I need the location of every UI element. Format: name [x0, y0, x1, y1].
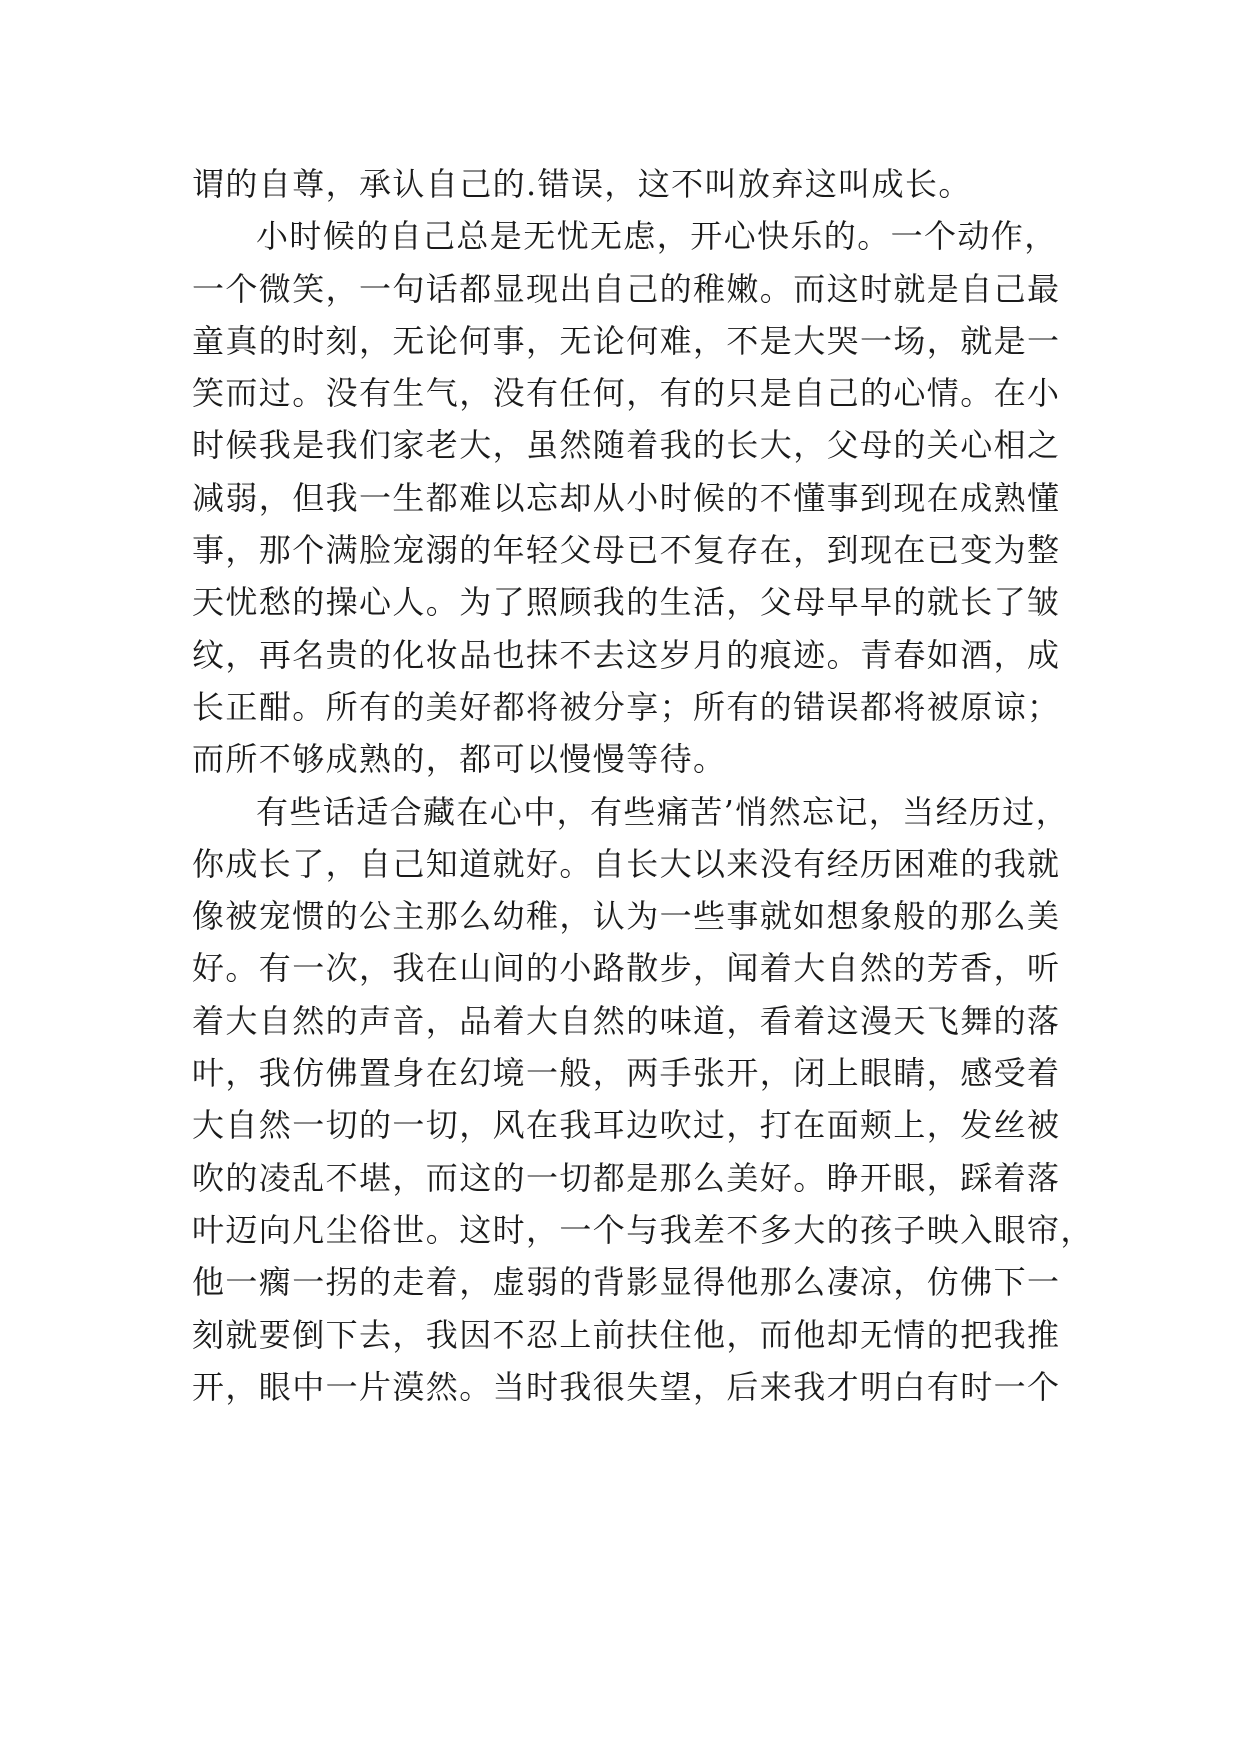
- text-line: 笑而过。没有生气，没有任何，有的只是自己的心情。在小: [192, 374, 1061, 413]
- text-line: 叶迈向凡尘俗世。这时，一个与我差不多大的孩子映入眼帘，: [192, 1210, 1094, 1249]
- paragraph-start-line: 有些话适合藏在心中，有些痛苦’悄然忘记，当经历过，: [256, 792, 1070, 831]
- text-line: 而所不够成熟的，都可以慢慢等待。: [192, 740, 727, 779]
- text-line: 减弱，但我一生都难以忘却从小时候的不懂事到现在成熟懂: [192, 478, 1061, 517]
- body-text: [192, 158, 1094, 1413]
- paragraph-start-line: 小时候的自己总是无忧无虑，开心快乐的。一个动作，: [256, 217, 1058, 256]
- text-line: 大自然一切的一切，风在我耳边吹过，打在面颊上，发丝被: [192, 1106, 1061, 1145]
- text-line: 时候我是我们家老大，虽然随着我的长大，父母的关心相之: [192, 426, 1061, 465]
- text-line: 叶，我仿佛置身在幻境一般，两手张开，闭上眼睛，感受着: [192, 1054, 1061, 1093]
- text-line: 像被宠惯的公主那么幼稚，认为一些事就如想象般的那么美: [192, 897, 1061, 936]
- text-line: 着大自然的声音，品着大自然的味道，看着这漫天飞舞的落: [192, 1001, 1061, 1040]
- text-line: 一个微笑，一句话都显现出自己的稚嫩。而这时就是自己最: [192, 269, 1061, 308]
- text-line: 天忧愁的操心人。为了照顾我的生活，父母早早的就长了皱: [192, 583, 1061, 622]
- text-line: 刻就要倒下去，我因不忍上前扶住他，而他却无情的把我推: [192, 1315, 1061, 1354]
- text-line: 纹，再名贵的化妆品也抹不去这岁月的痕迹。青春如酒，成: [192, 635, 1061, 674]
- text-line: 好。有一次，我在山间的小路散步，闻着大自然的芳香，听: [192, 949, 1061, 988]
- text-line: 长正酣。所有的美好都将被分享；所有的错误都将被原谅；: [192, 687, 1061, 726]
- text-line: 开，眼中一片漠然。当时我很失望，后来我才明白有时一个: [192, 1367, 1061, 1406]
- text-line: 谓的自尊，承认自己的.错误，这不叫放弃这叫成长。: [192, 165, 972, 203]
- text-line: 童真的时刻，无论何事，无论何难，不是大哭一场，就是一: [192, 321, 1061, 360]
- text-line: 他一瘸一拐的走着，虚弱的背影显得他那么凄凉，仿佛下一: [192, 1263, 1061, 1302]
- text-line: 你成长了，自己知道就好。自长大以来没有经历困难的我就: [192, 844, 1061, 883]
- text-line: 事，那个满脸宠溺的年轻父母已不复存在，到现在已变为整: [192, 531, 1061, 570]
- text-line: 吹的凌乱不堪，而这的一切都是那么美好。睁开眼，踩着落: [192, 1158, 1061, 1197]
